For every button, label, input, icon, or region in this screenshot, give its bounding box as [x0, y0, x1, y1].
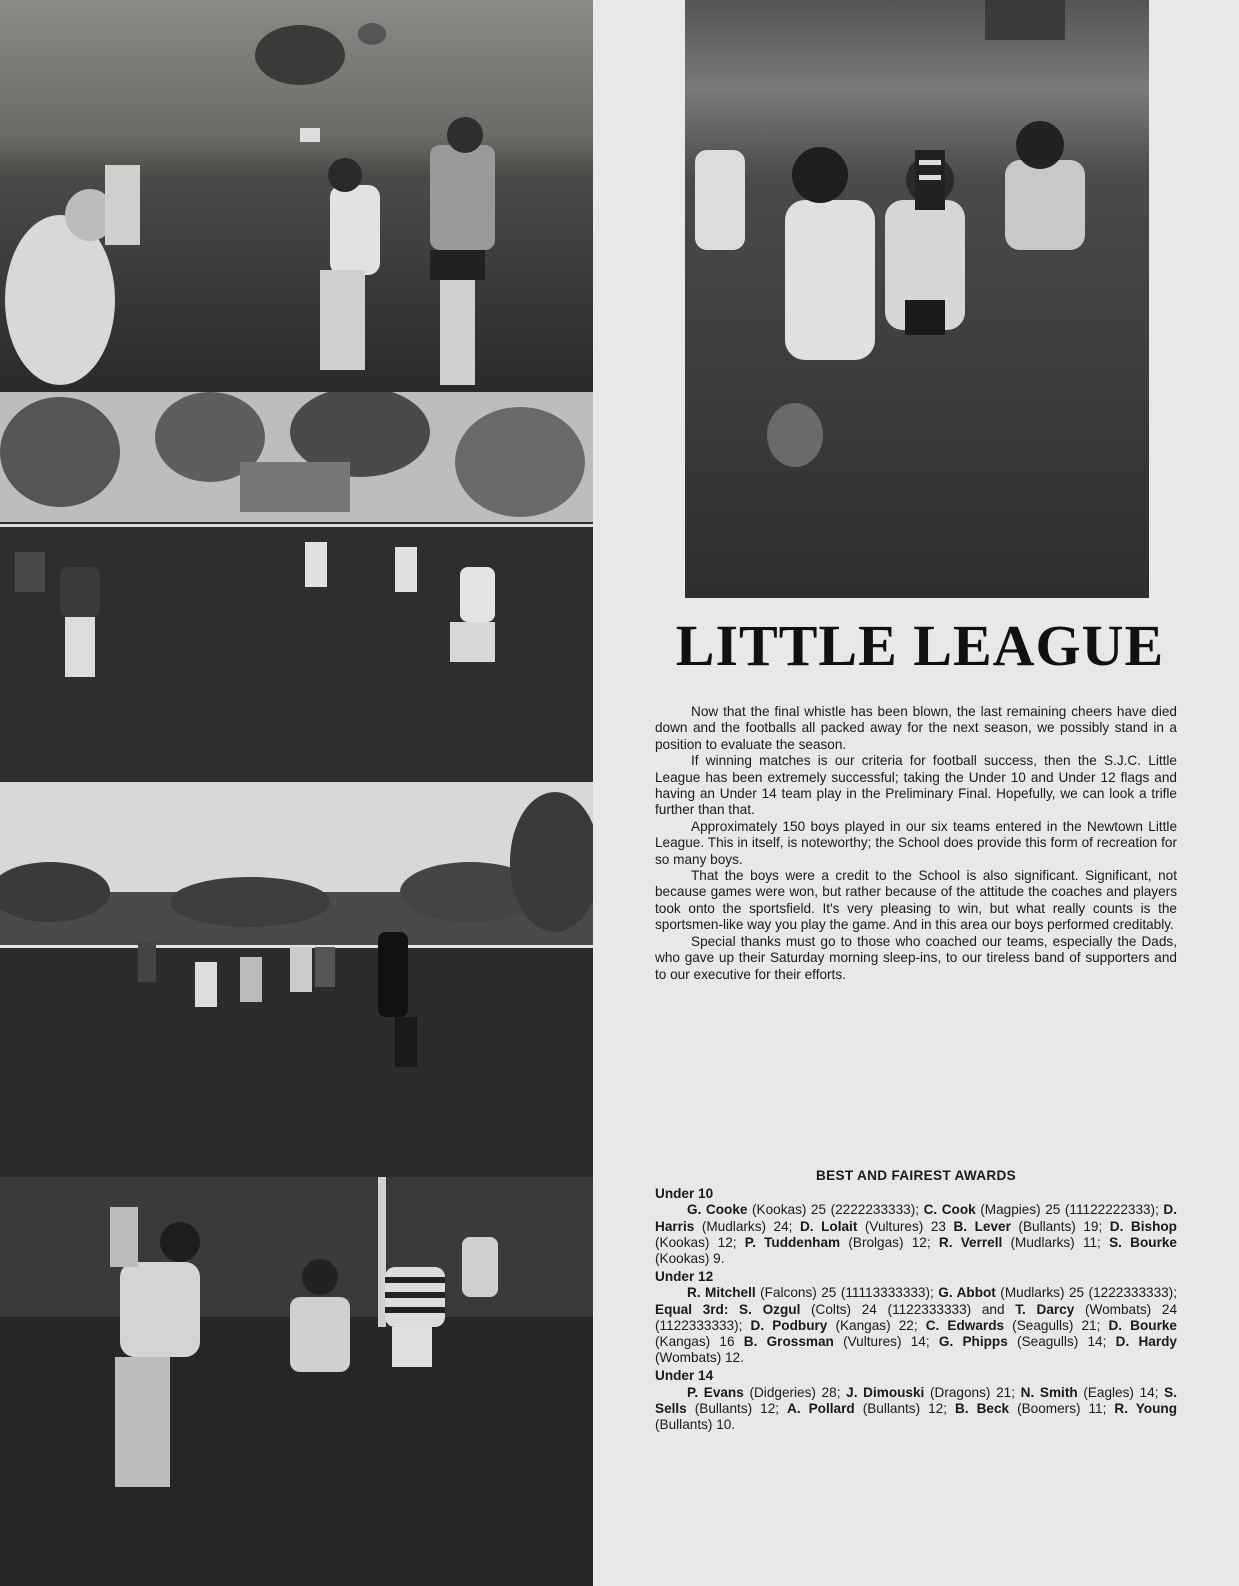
football-photo-2: [0, 392, 593, 782]
winner-detail: (Kookas) 12;: [655, 1234, 745, 1250]
football-photo-5: [685, 0, 1149, 598]
winner-name: P. Tuddenham: [744, 1234, 841, 1250]
winner-detail: (Vultures) 14;: [833, 1334, 939, 1350]
winner-name: D. Bourke: [1108, 1317, 1177, 1333]
football-photo-4: [0, 1177, 593, 1586]
winner-detail: (Bullants) 10.: [655, 1417, 736, 1433]
winner-detail: (Kangas) 16: [655, 1334, 744, 1350]
page-title: LITTLE LEAGUE: [675, 613, 1165, 678]
article-paragraph: If winning matches is our criteria for football success, then the S.J.C. Little League has been extremely successful; taking the Under 10 and Under 12 flags and having an Under 14 team play in the Preliminary Final. Hopefully, we can look a trifle further than that.: [655, 753, 1177, 818]
winner-detail: (Bullants) 12;: [686, 1400, 788, 1416]
winner-name: G. Phipps: [938, 1334, 1008, 1350]
winner-name: D. Harris: [655, 1202, 1178, 1234]
award-winners: [655, 1202, 1177, 1267]
award-group-label: Under 10: [655, 1186, 714, 1202]
winner-name: N. Smith: [1020, 1384, 1078, 1400]
winner-name: R. Young: [1114, 1400, 1177, 1416]
winner-name: G. Cooke: [687, 1202, 748, 1218]
winner-name: D. Bishop: [1109, 1218, 1177, 1234]
award-winners: [655, 1385, 1177, 1434]
article-paragraph: Approximately 150 boys played in our six teams entered in the Newtown Little League. This in itself, is noteworthy; the School does provide this form of recreation for so many boys.: [655, 818, 1177, 867]
winner-detail: (Mudlarks) 24;: [694, 1218, 800, 1234]
winner-name: P. Evans: [687, 1384, 744, 1400]
winner-name: Equal 3rd: S. Ozgul: [655, 1301, 801, 1317]
awards-section: [655, 1168, 1177, 1435]
winner-detail: (Falcons) 25 (11113333333);: [755, 1285, 939, 1301]
winner-name: C. Edwards: [925, 1317, 1005, 1333]
football-photo-1: [0, 0, 593, 392]
winner-name: G. Abbot: [938, 1285, 996, 1301]
article-paragraph: That the boys were a credit to the School is also significant. Significant, not because games were won, but rather because of the attitude the coaches and players took onto the sportsfield. It's very pleasing to win, but what really counts is the sportsmen-like way you play the game. And in this area our boys performed creditably.: [655, 868, 1177, 933]
winner-name: C. Cook: [923, 1202, 976, 1218]
winner-name: S. Sells: [655, 1384, 1177, 1416]
award-winners: [655, 1285, 1177, 1366]
winner-name: D. Hardy: [1115, 1334, 1177, 1350]
winner-name: D. Lolait: [799, 1218, 858, 1234]
winner-detail: (Magpies) 25 (11122222333);: [975, 1202, 1164, 1218]
winner-name: B. Grossman: [743, 1334, 834, 1350]
winner-name: J. Dimouski: [846, 1384, 925, 1400]
winner-name: S. Bourke: [1109, 1234, 1177, 1250]
winner-detail: (Wombats) 24 (1122333333);: [655, 1301, 1178, 1333]
winner-name: B. Beck: [954, 1400, 1010, 1416]
winner-detail: (Brolgas) 12;: [840, 1234, 939, 1250]
awards-heading: BEST AND FAIREST AWARDS: [816, 1168, 1016, 1183]
winner-detail: (Mudlarks) 25 (1222333333);: [995, 1285, 1177, 1301]
award-group-label: Under 12: [655, 1269, 714, 1285]
winner-detail: (Seagulls) 14;: [1007, 1334, 1116, 1350]
article-paragraph: Special thanks must go to those who coached our teams, especially the Dads, who gave up their Saturday morning sleep-ins, to our tireless band of supporters and to our executive for their efforts.: [655, 933, 1177, 982]
winner-name: T. Darcy: [1015, 1301, 1075, 1317]
winner-name: A. Pollard: [787, 1400, 855, 1416]
article-body: [655, 704, 1177, 983]
winner-detail: (Seagulls) 21;: [1004, 1317, 1109, 1333]
winner-detail: (Mudlarks) 11;: [1002, 1234, 1110, 1250]
winner-detail: (Kangas) 22;: [827, 1317, 926, 1333]
winner-detail: (Bullants) 19;: [1010, 1218, 1110, 1234]
winner-detail: (Vultures) 23: [857, 1218, 954, 1234]
winner-detail: (Eagles) 14;: [1077, 1384, 1165, 1400]
winner-detail: (Colts) 24 (1122333333) and: [800, 1301, 1016, 1317]
winner-detail: (Kookas) 9.: [655, 1251, 725, 1267]
winner-detail: (Didgeries) 28;: [743, 1384, 847, 1400]
article-paragraph: Now that the final whistle has been blown, the last remaining cheers have died down and the footballs all packed away for the next season, we possibly stand in a position to evaluate the season.: [655, 704, 1177, 752]
award-group-label: Under 14: [655, 1368, 714, 1384]
winner-detail: (Kookas) 25 (2222233333);: [747, 1202, 924, 1218]
football-photo-3: [0, 782, 593, 1177]
winner-name: D. Podbury: [750, 1317, 828, 1333]
winner-detail: (Bullants) 12;: [854, 1400, 955, 1416]
winner-name: R. Verrell: [938, 1234, 1003, 1250]
winner-detail: (Wombats) 12.: [655, 1350, 744, 1366]
winner-name: B. Lever: [953, 1218, 1011, 1234]
winner-name: R. Mitchell: [687, 1285, 756, 1301]
award-groups: [655, 1186, 1177, 1433]
winner-detail: (Boomers) 11;: [1009, 1400, 1115, 1416]
winner-detail: (Dragons) 21;: [924, 1384, 1021, 1400]
